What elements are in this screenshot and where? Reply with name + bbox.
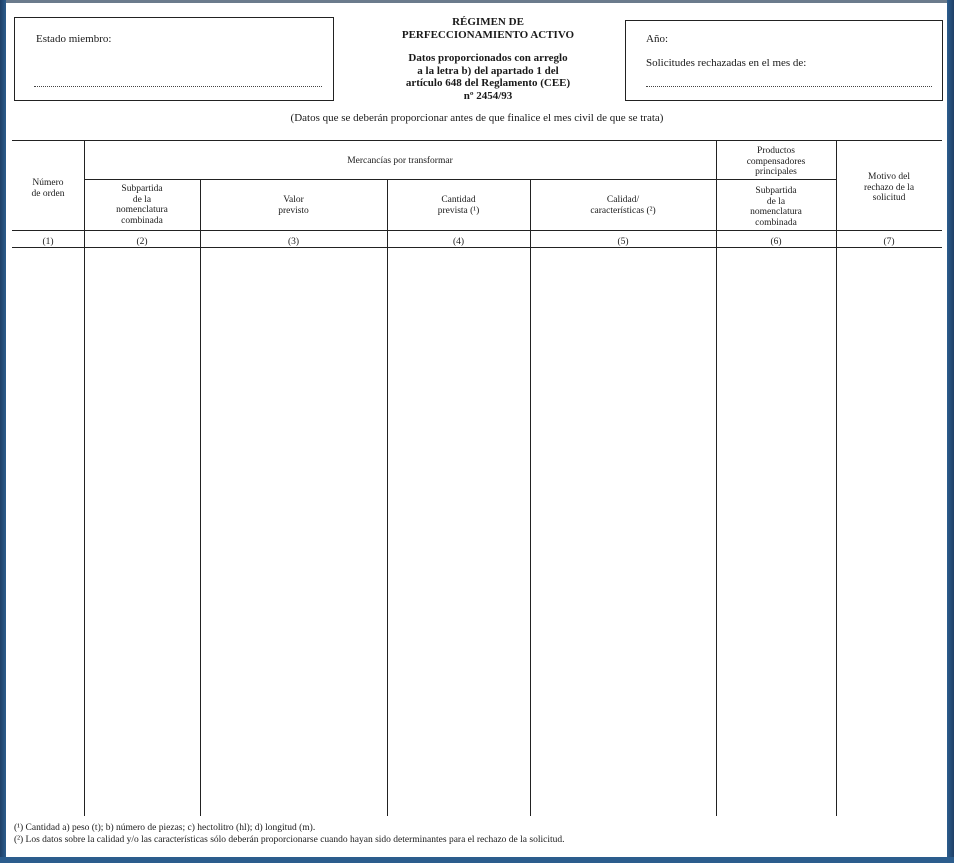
title-line-2: PERFECCIONAMIENTO ACTIVO [401,28,575,41]
header-goods-group: Mercancías por transformar [347,156,453,166]
header-order-number: Número de orden [31,178,65,199]
column-number-4: (4) [452,237,465,247]
subtitle-line-1: Datos proporcionados con arreglo [408,52,568,64]
column-number-3: (3) [287,237,300,247]
header-estimated-quantity: Cantidad prevista (¹) [437,195,480,216]
column-number-5: (5) [617,237,629,247]
subtitle-line-3: artículo 648 del Reglamento (CEE) [405,77,571,89]
header-estimated-value: Valor previsto [278,195,309,216]
subtitle-line-4: nº 2454/93 [463,89,513,102]
header-subheading-products: Subpartida de la nomenclatura combinada [750,186,802,228]
column-number-1: (1) [42,237,54,247]
footnote-1: (¹) Cantidad a) peso (t); b) número de piezas; c) hectolitro (hl); d) longitud (m). [14,823,316,833]
scan-edge-left [0,0,6,863]
header-compensating-products: Productos compensadores principales [746,146,806,177]
member-state-field[interactable] [34,86,322,87]
column-number-7: (7) [883,237,895,247]
footnote-2: (²) Los datos sobre la calidad y/o las características sólo deberán proporcionarse cuando hayan sido determinantes para el rechazo de la solicitud. [14,835,565,845]
scan-edge-bottom [0,857,954,863]
member-state-box [14,17,334,101]
header-quality: Calidad/ características (²) [590,195,656,216]
form-title [358,16,618,102]
rejected-month-field[interactable] [646,86,932,87]
rejected-month-label: Solicitudes rechazadas en el mes de: [646,57,807,69]
member-state-label: Estado miembro: [36,33,112,45]
deadline-note: (Datos que se deberán proporcionar antes de que finalice el mes civil de que se trata) [290,112,664,124]
column-number-2: (2) [136,237,148,247]
column-number-6: (6) [770,237,782,247]
header-subheading-goods: Subpartida de la nomenclatura combinada [116,184,168,226]
year-label: Año: [646,33,668,45]
subtitle-line-2: a la letra b) del apartado 1 del [417,64,559,77]
header-rejection-reason: Motivo del rechazo de la solicitud [863,172,915,203]
scan-edge-top [0,0,954,3]
title-line-1: RÉGIMEN DE [452,16,524,28]
scan-edge-right [947,0,954,863]
